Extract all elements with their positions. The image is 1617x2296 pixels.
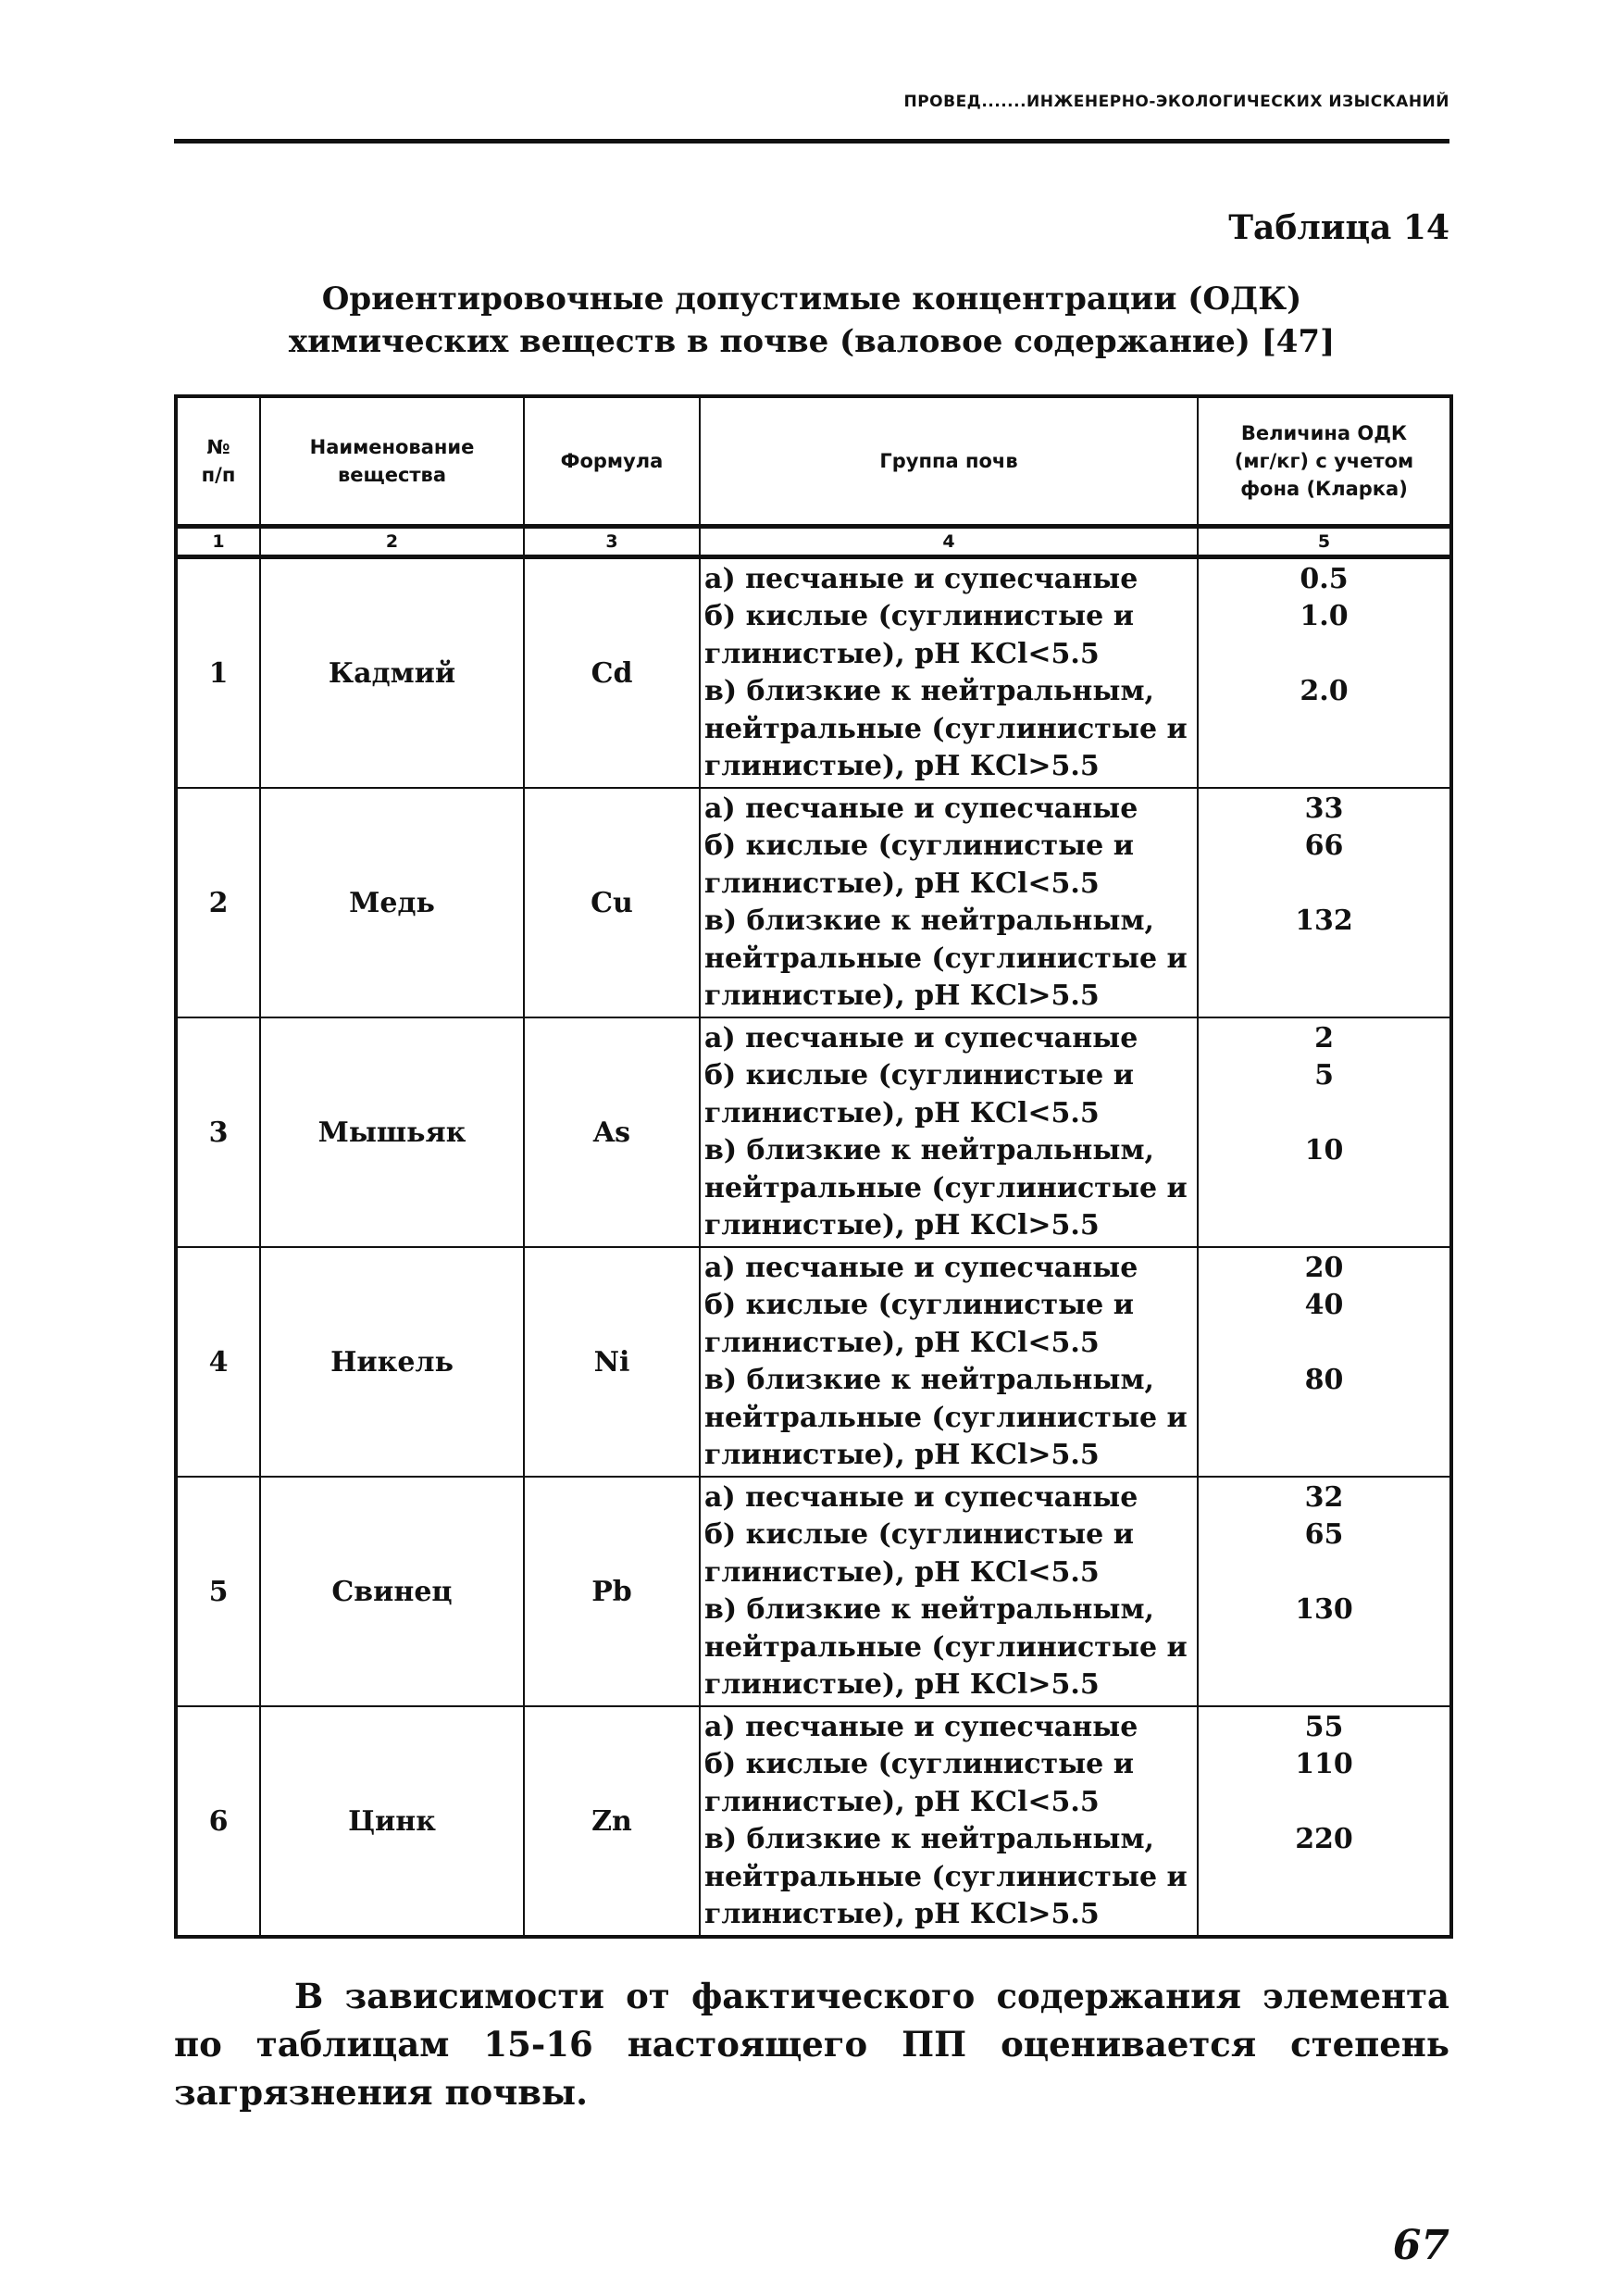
soil-group-line: глинистые), рН КСl<5.5 [704, 867, 1100, 900]
chemical-formula: Zn [524, 1706, 700, 1937]
header-name-line-1: Наименование [309, 436, 475, 458]
value-spacer [1199, 1095, 1449, 1133]
value-spacer [1199, 978, 1449, 1016]
soil-group-list [700, 1247, 1198, 1477]
value-spacer [1199, 748, 1449, 786]
value-spacer [1199, 866, 1449, 904]
table-title-line-1: Ориентировочные допустимые концентрации (ОДК) [321, 281, 1302, 318]
chemical-formula: Ni [524, 1247, 700, 1477]
soil-group-line: в) близкие к нейтральным, [704, 1134, 1154, 1167]
soil-group-line: а) песчаные и супесчаные [704, 1710, 1138, 1743]
odk-value-list [1198, 557, 1451, 789]
footnote-paragraph [174, 1972, 1449, 2116]
substance-name: Цинк [260, 1706, 524, 1937]
table-row [176, 1247, 1451, 1477]
page-number: 67 [1392, 2222, 1449, 2269]
soil-group-line: в) близкие к нейтральным, [704, 1593, 1154, 1626]
chemical-formula: Pb [524, 1477, 700, 1706]
header-name [260, 396, 524, 527]
soil-group-line: б) кислые (суглинистые и [704, 1289, 1134, 1321]
substance-name: Мышьяк [260, 1017, 524, 1247]
soil-group-line: а) песчаные и супесчаные [704, 562, 1138, 595]
soil-group-line: глинистые), рН КСl>5.5 [704, 1898, 1100, 1930]
running-header: ПРОВЕД.......ИНЖЕНЕРНО-ЭКОЛОГИЧЕСКИХ ИЗЫСКАНИЙ [903, 93, 1449, 111]
odk-table [174, 394, 1453, 1939]
table-row [176, 1706, 1451, 1937]
soil-group-line: б) кислые (суглинистые и [704, 1518, 1134, 1551]
value-spacer [1199, 1170, 1449, 1208]
soil-group-line: глинистые), рН КСl>5.5 [704, 980, 1100, 1012]
chemical-formula: Cd [524, 557, 700, 789]
odk-value: 40 [1304, 1289, 1344, 1321]
value-spacer [1199, 1554, 1449, 1592]
row-number: 2 [176, 788, 260, 1017]
odk-value: 20 [1304, 1251, 1344, 1284]
header-value-line-1: Величина ОДК [1240, 422, 1408, 444]
soil-group-line: в) близкие к нейтральным, [704, 1364, 1154, 1396]
soil-group-line: а) песчаные и супесчаные [704, 792, 1138, 825]
substance-name: Никель [260, 1247, 524, 1477]
value-spacer [1199, 636, 1449, 674]
odk-value: 65 [1304, 1518, 1344, 1551]
header-name-line-2: вещества [337, 464, 447, 486]
column-number: 2 [260, 527, 524, 557]
soil-group-line: глинистые), рН КСl>5.5 [704, 1209, 1100, 1242]
chemical-formula: As [524, 1017, 700, 1247]
value-spacer [1199, 1325, 1449, 1363]
odk-value: 10 [1304, 1134, 1344, 1167]
soil-group-list [700, 788, 1198, 1017]
soil-group-line: нейтральные (суглинистые и [704, 1860, 1188, 1893]
soil-group-line: в) близкие к нейтральным, [704, 675, 1154, 707]
table-row [176, 1477, 1451, 1706]
table-row [176, 788, 1451, 1017]
soil-group-line: а) песчаные и супесчаные [704, 1021, 1138, 1054]
header-num [176, 396, 260, 527]
table-row [176, 557, 1451, 789]
odk-value: 130 [1295, 1593, 1353, 1626]
column-number: 5 [1198, 527, 1451, 557]
value-spacer [1199, 1207, 1449, 1245]
soil-group-line: нейтральные (суглинистые и [704, 712, 1188, 745]
header-num-line-2: п/п [201, 464, 236, 486]
table-header-row [176, 396, 1451, 527]
odk-value: 0.5 [1300, 562, 1349, 595]
odk-value: 1.0 [1300, 600, 1349, 632]
soil-group-line: нейтральные (суглинистые и [704, 1401, 1188, 1434]
footnote-text: В зависимости от фактического содержания элемента по таблицам 15-16 настоящего ПП оценивается степень загрязнения почвы. [174, 1976, 1449, 2113]
soil-group-line: глинистые), рН КСl<5.5 [704, 1785, 1100, 1818]
soil-group-list [700, 1706, 1198, 1937]
odk-value: 2.0 [1300, 675, 1349, 707]
soil-group-line: а) песчаные и супесчаные [704, 1251, 1138, 1284]
chemical-formula: Cu [524, 788, 700, 1017]
soil-group-line: глинистые), рН КСl<5.5 [704, 637, 1100, 670]
value-spacer [1199, 1400, 1449, 1438]
column-number: 4 [700, 527, 1198, 557]
value-spacer [1199, 941, 1449, 979]
column-number: 1 [176, 527, 260, 557]
column-number-row [176, 527, 1451, 557]
odk-value: 5 [1314, 1059, 1334, 1092]
value-spacer [1199, 1784, 1449, 1822]
odk-value-list [1198, 788, 1451, 1017]
soil-group-list [700, 1017, 1198, 1247]
header-value-line-2: (мг/кг) с учетом [1234, 450, 1414, 472]
odk-value-list [1198, 1706, 1451, 1937]
odk-value-list [1198, 1477, 1451, 1706]
table-number: Таблица 14 [1228, 208, 1449, 247]
row-number: 4 [176, 1247, 260, 1477]
odk-value-list [1198, 1017, 1451, 1247]
substance-name: Свинец [260, 1477, 524, 1706]
odk-value: 2 [1314, 1021, 1334, 1054]
soil-group-line: нейтральные (суглинистые и [704, 1171, 1188, 1204]
soil-group-line: глинистые), рН КСl<5.5 [704, 1326, 1100, 1359]
value-spacer [1199, 1437, 1449, 1475]
substance-name: Медь [260, 788, 524, 1017]
row-number: 6 [176, 1706, 260, 1937]
soil-group-line: глинистые), рН КСl>5.5 [704, 1439, 1100, 1471]
substance-name: Кадмий [260, 557, 524, 789]
soil-group-line: а) песчаные и супесчаные [704, 1480, 1138, 1514]
odk-value-list [1198, 1247, 1451, 1477]
soil-group-line: нейтральные (суглинистые и [704, 942, 1188, 975]
row-number: 5 [176, 1477, 260, 1706]
row-number: 3 [176, 1017, 260, 1247]
value-spacer [1199, 1629, 1449, 1667]
odk-value: 110 [1295, 1748, 1353, 1780]
column-number: 3 [524, 527, 700, 557]
soil-group-list [700, 1477, 1198, 1706]
soil-group-line: б) кислые (суглинистые и [704, 600, 1134, 632]
odk-value: 80 [1304, 1364, 1344, 1396]
header-value [1198, 396, 1451, 527]
header-value-line-3: фона (Кларка) [1240, 478, 1408, 500]
table-title-line-2: химических веществ в почве (валовое содержание) [47] [288, 323, 1336, 360]
soil-group-line: глинистые), рН КСl>5.5 [704, 750, 1100, 782]
soil-group-line: глинистые), рН КСl<5.5 [704, 1555, 1100, 1589]
value-spacer [1199, 1666, 1449, 1704]
table-row [176, 1017, 1451, 1247]
soil-group-line: глинистые), рН КСl>5.5 [704, 1668, 1100, 1701]
row-number: 1 [176, 557, 260, 789]
odk-value: 66 [1304, 830, 1344, 862]
soil-group-line: глинистые), рН КСl<5.5 [704, 1096, 1100, 1129]
header-num-line-1: № [206, 436, 230, 458]
soil-group-line: б) кислые (суглинистые и [704, 1059, 1134, 1092]
soil-group-line: в) близкие к нейтральным, [704, 1823, 1154, 1855]
odk-value: 132 [1295, 905, 1353, 937]
soil-group-list [700, 557, 1198, 789]
header-group: Группа почв [700, 396, 1198, 527]
soil-group-line: б) кислые (суглинистые и [704, 830, 1134, 862]
header-formula: Формула [524, 396, 700, 527]
soil-group-line: в) близкие к нейтральным, [704, 905, 1154, 937]
soil-group-line: б) кислые (суглинистые и [704, 1748, 1134, 1780]
value-spacer [1199, 1896, 1449, 1934]
table-title [174, 278, 1449, 363]
odk-value: 55 [1304, 1710, 1344, 1743]
odk-value: 220 [1295, 1823, 1353, 1855]
value-spacer [1199, 711, 1449, 749]
odk-value: 33 [1304, 792, 1344, 825]
soil-group-line: нейтральные (суглинистые и [704, 1630, 1188, 1664]
odk-value: 32 [1304, 1480, 1344, 1514]
header-rule [174, 139, 1449, 144]
value-spacer [1199, 1859, 1449, 1897]
